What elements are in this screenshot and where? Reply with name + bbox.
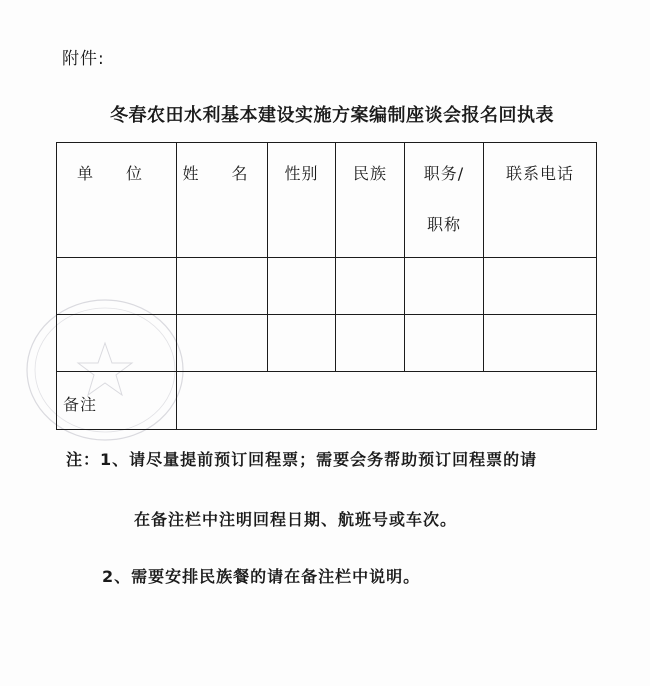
remarks-label: 备注 <box>63 395 98 414</box>
header-cell-name <box>177 143 268 258</box>
header-cell-position <box>405 143 484 258</box>
registration-receipt-table <box>56 142 597 430</box>
cell-name[interactable] <box>177 258 268 315</box>
note-line-1: 注：1、请尽量提前预订回程票；需要会务帮助预订回程票的请 <box>66 450 538 469</box>
cell-position[interactable] <box>405 258 484 315</box>
remarks-row <box>57 372 597 430</box>
cell-unit[interactable] <box>57 315 177 372</box>
note-line-2: 在备注栏中注明回程日期、航班号或车次。 <box>134 510 458 529</box>
attachment-label: 附件: <box>62 49 105 69</box>
header-cell-phone <box>484 143 597 258</box>
table-header-row <box>57 143 597 258</box>
remarks-field[interactable] <box>177 372 597 430</box>
header-position-label-line1: 职务/ <box>423 164 465 183</box>
cell-phone[interactable] <box>484 315 597 372</box>
cell-name[interactable] <box>177 315 268 372</box>
table-row <box>57 315 597 372</box>
header-ethnicity-label: 民族 <box>352 164 387 183</box>
cell-unit[interactable] <box>57 258 177 315</box>
cell-ethnicity[interactable] <box>336 315 405 372</box>
header-position-label-line2: 职称 <box>426 215 461 234</box>
header-cell-gender <box>268 143 336 258</box>
header-gender-label: 性别 <box>284 164 319 183</box>
cell-gender[interactable] <box>268 258 336 315</box>
cell-ethnicity[interactable] <box>336 258 405 315</box>
header-cell-ethnicity <box>336 143 405 258</box>
note-line-3: 2、需要安排民族餐的请在备注栏中说明。 <box>102 567 421 586</box>
remarks-label-cell <box>57 372 177 430</box>
header-unit-label: 单 位 <box>76 164 157 183</box>
document-title: 冬春农田水利基本建设实施方案编制座谈会报名回执表 <box>110 105 554 126</box>
cell-phone[interactable] <box>484 258 597 315</box>
cell-position[interactable] <box>405 315 484 372</box>
header-phone-label: 联系电话 <box>505 164 574 183</box>
header-name-label: 姓 名 <box>182 164 262 183</box>
cell-gender[interactable] <box>268 315 336 372</box>
header-cell-unit <box>57 143 177 258</box>
table-row <box>57 258 597 315</box>
